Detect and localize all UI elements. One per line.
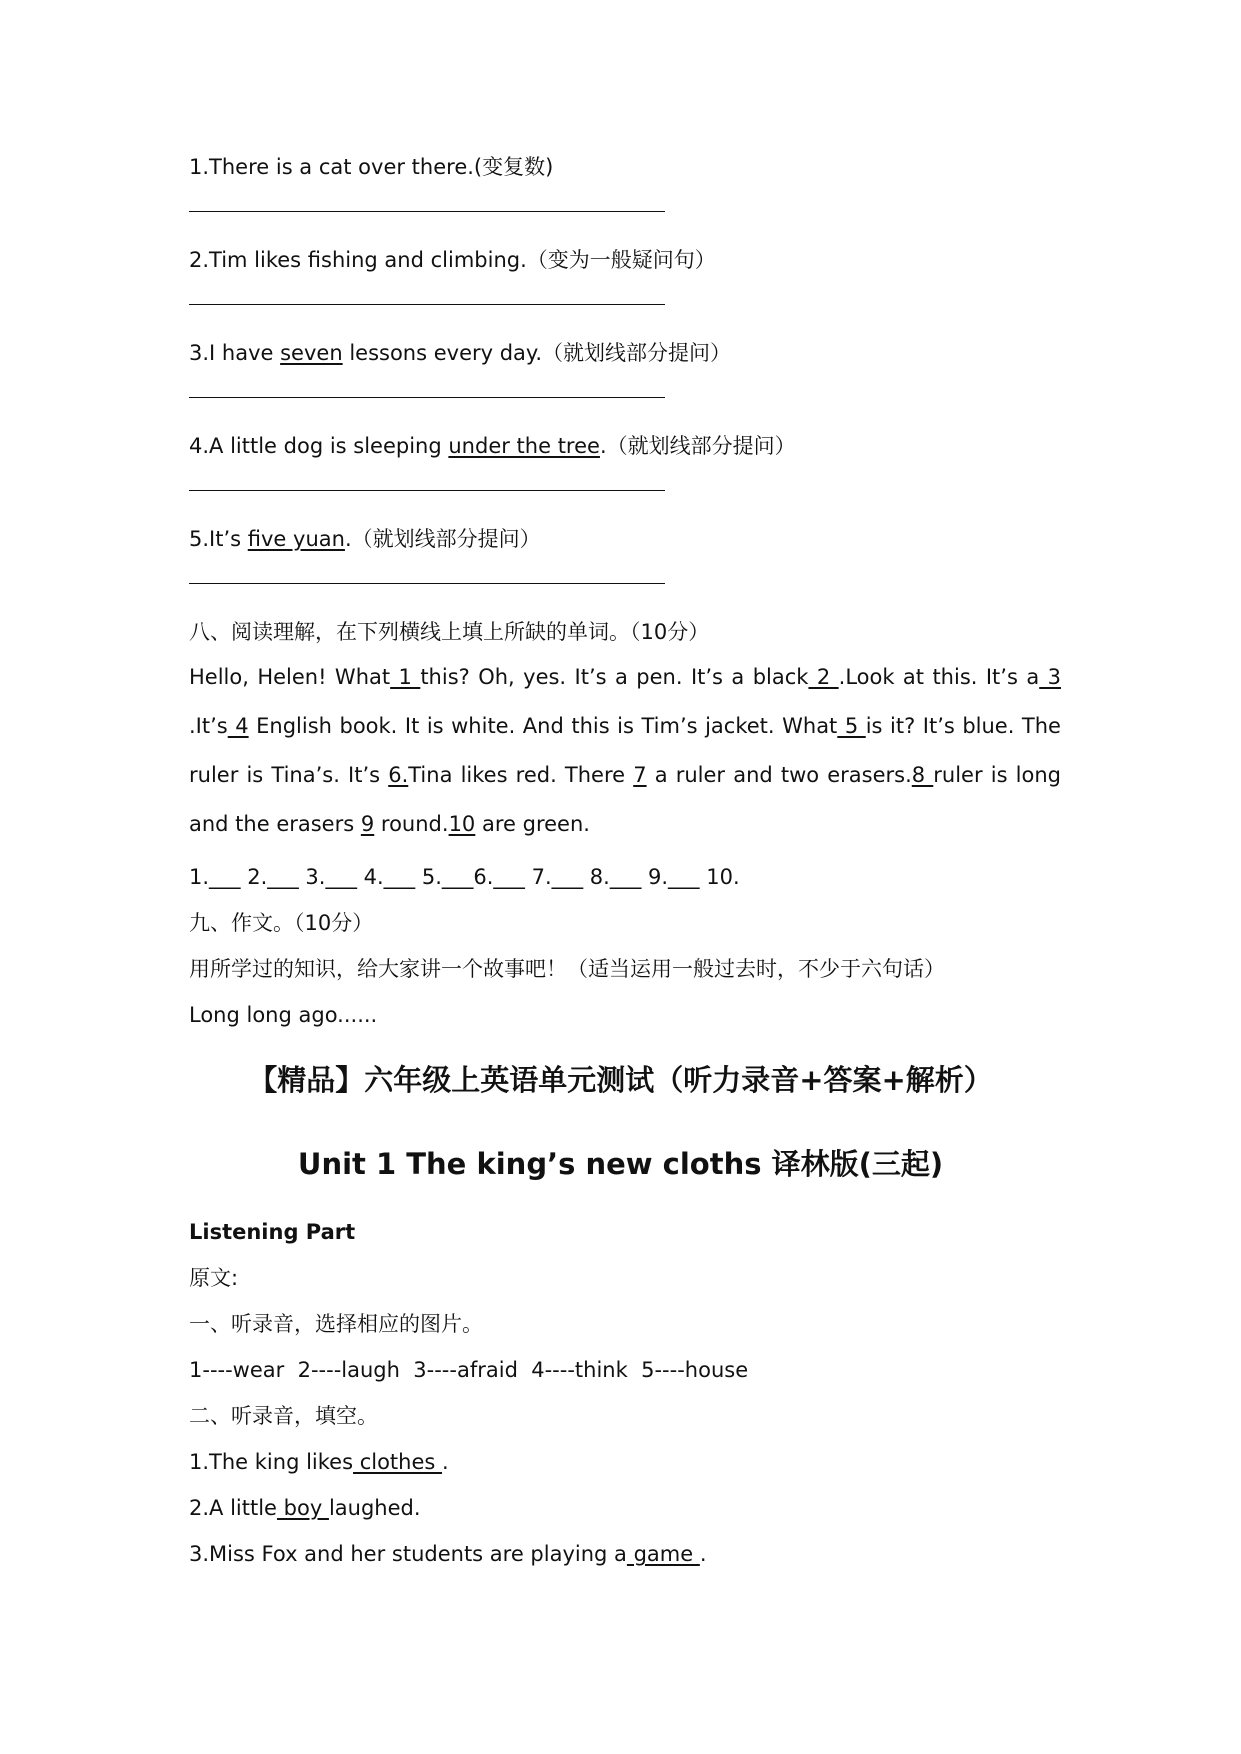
blank-10: 10 bbox=[448, 812, 476, 836]
blank-8: 8 bbox=[911, 763, 934, 787]
answer-line-4 bbox=[189, 490, 665, 491]
section-9-heading: 九、作文。（10分） bbox=[189, 911, 374, 935]
composition-instruction: 用所学过的知识，给大家讲一个故事吧！（适当运用一般过去时，不少于六句话） bbox=[189, 957, 945, 981]
answer-line-5 bbox=[189, 583, 665, 584]
original-text-label: 原文: bbox=[189, 1266, 239, 1290]
answer-clothes: clothes bbox=[353, 1450, 443, 1474]
blank-1: 1 bbox=[390, 665, 421, 689]
listening-question-2: 2.A little boy laughed. bbox=[189, 1496, 421, 1520]
answer-game: game bbox=[626, 1542, 700, 1566]
blank-2: 2 bbox=[808, 665, 839, 689]
blank-6: 6. bbox=[388, 763, 409, 787]
question-4: 4.A little dog is sleeping under the tree.（就划线部分提问） bbox=[189, 434, 796, 458]
answer-line-3 bbox=[189, 397, 665, 398]
document-title: 【精品】六年级上英语单元测试（听力录音+答案+解析） bbox=[248, 1063, 993, 1097]
underlined-phrase: under the tree bbox=[448, 434, 600, 458]
blank-4: 4 bbox=[227, 714, 249, 738]
listening-question-3: 3.Miss Fox and her students are playing a game . bbox=[189, 1542, 707, 1566]
blank-3: 3 bbox=[1039, 665, 1061, 689]
reading-passage: Hello, Helen! What 1 this? Oh, yes. It’s a pen. It’s a black 2 .Look at this. It’s a 3 .It’s 4 English book. It is white. And this is Tim’s jacket. What 5 is it? It’s blue. The ruler is Tina’s. It’s 6.Tina likes red. There 7 a ruler and two erasers.8 ruler is long and the erasers 9 round.10 are green. bbox=[189, 665, 1061, 836]
underlined-word: seven bbox=[280, 341, 343, 365]
answer-line-2 bbox=[189, 304, 665, 305]
listening-part-2-heading: 二、听录音，填空。 bbox=[189, 1404, 378, 1428]
listening-part-1-heading: 一、听录音，选择相应的图片。 bbox=[189, 1312, 483, 1336]
question-1: 1.There is a cat over there.(变复数) bbox=[189, 155, 554, 179]
blank-5: 5 bbox=[837, 714, 866, 738]
question-5: 5.It’s five yuan.（就划线部分提问） bbox=[189, 527, 541, 551]
listening-question-1: 1.The king likes clothes . bbox=[189, 1450, 449, 1474]
answer-blanks: 1.___ 2.___ 3.___ 4.___ 5.___6.___ 7.___ 8.___ 9.___ 10. bbox=[189, 865, 740, 889]
answer-line-1 bbox=[189, 211, 665, 212]
blank-9: 9 bbox=[360, 812, 375, 836]
composition-start: Long long ago...... bbox=[189, 1003, 378, 1027]
listening-heading: Listening Part bbox=[189, 1220, 356, 1244]
underlined-phrase: five yuan bbox=[247, 527, 345, 551]
unit-title: Unit 1 The king’s new cloths 译林版(三起) bbox=[297, 1147, 944, 1181]
listening-part-1-items: 1----wear 2----laugh 3----afraid 4----think 5----house bbox=[189, 1358, 749, 1382]
answer-boy: boy bbox=[276, 1496, 329, 1520]
section-8-heading: 八、阅读理解，在下列横线上填上所缺的单词。（10分） bbox=[189, 620, 710, 644]
blank-7: 7 bbox=[633, 763, 647, 787]
question-2: 2.Tim likes fishing and climbing.（变为一般疑问句） bbox=[189, 248, 716, 272]
question-3: 3.I have seven lessons every day.（就划线部分提问） bbox=[189, 341, 732, 365]
